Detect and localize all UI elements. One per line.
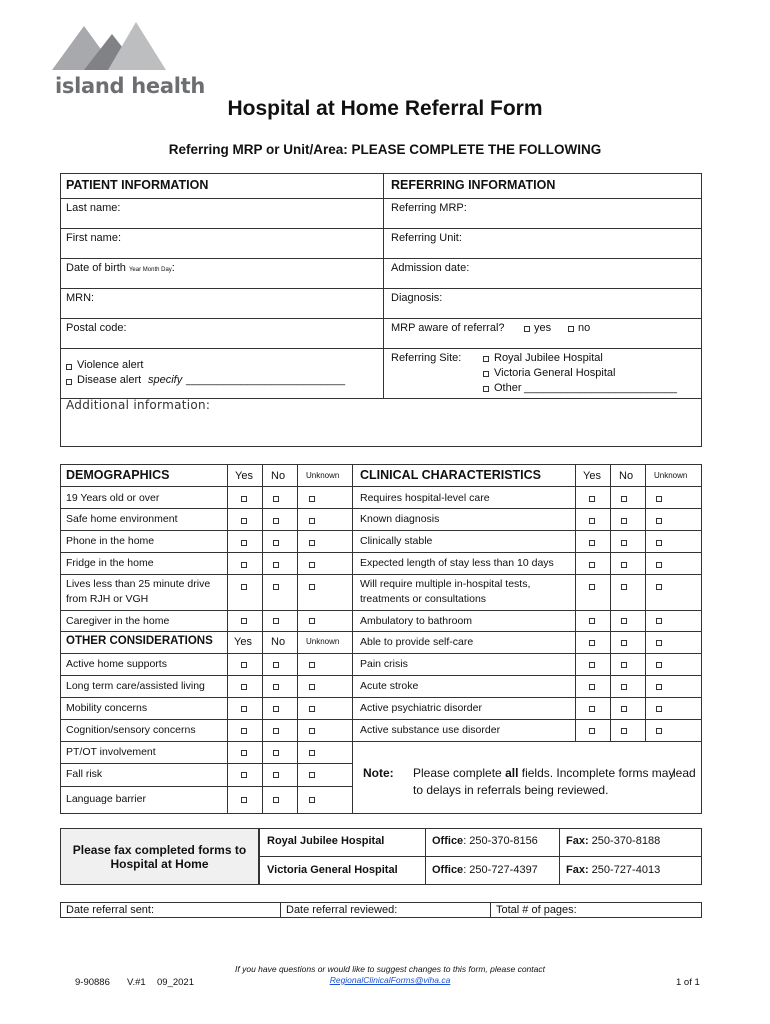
first-name-field[interactable]: First name: (66, 232, 122, 244)
right-grid-checkbox[interactable] (656, 584, 662, 590)
right-grid-checkbox[interactable] (589, 618, 595, 624)
right-grid-checkbox[interactable] (656, 496, 662, 502)
clin-row-tests-2: treatments or consultations (360, 593, 487, 605)
left-grid-checkbox[interactable] (241, 562, 247, 568)
referring-info-header: REFERRING INFORMATION (391, 178, 556, 192)
left-grid-checkbox[interactable] (309, 662, 315, 668)
left-grid-checkbox[interactable] (241, 706, 247, 712)
left-grid-checkbox[interactable] (273, 728, 279, 734)
site-rjh-label: Royal Jubilee Hospital (494, 352, 603, 364)
right-grid-checkbox[interactable] (621, 706, 627, 712)
right-grid-checkbox[interactable] (589, 518, 595, 524)
clinical-col-no: No (619, 470, 634, 482)
additional-info-label: Additional information: (66, 398, 211, 412)
left-grid-checkbox[interactable] (273, 750, 279, 756)
left-grid-checkbox[interactable] (273, 797, 279, 803)
left-grid-checkbox[interactable] (273, 706, 279, 712)
fax-vgh-fax-label: Fax: (566, 864, 589, 876)
date-referral-reviewed-field[interactable]: Date referral reviewed: (286, 904, 398, 916)
site-vgh-label: Victoria General Hospital (494, 367, 616, 379)
note-text (413, 766, 703, 780)
right-grid-checkbox[interactable] (656, 706, 662, 712)
demo-row-caregiver: Caregiver in the home (66, 615, 170, 627)
mrp-aware-label: MRP aware of referral? (391, 322, 505, 334)
left-grid-checkbox[interactable] (309, 518, 315, 524)
right-grid-checkbox[interactable] (656, 728, 662, 734)
left-grid-checkbox[interactable] (273, 540, 279, 546)
clin-row-los: Expected length of stay less than 10 days (360, 557, 554, 569)
right-grid-checkbox[interactable] (656, 562, 662, 568)
violence-alert-label: Violence alert (77, 359, 144, 371)
clin-row-stroke: Acute stroke (360, 680, 419, 692)
fax-vgh-fax-number: 250-727-4013 (588, 864, 661, 876)
demo-row-safe-home: Safe home environment (66, 513, 178, 525)
other-considerations-header: OTHER CONSIDERATIONS (66, 635, 213, 647)
mountain-logo-icon (50, 20, 170, 72)
right-grid-checkbox[interactable] (656, 518, 662, 524)
right-grid-checkbox[interactable] (621, 518, 627, 524)
form-code: 9-90886 (75, 977, 110, 988)
right-grid-checkbox[interactable] (656, 684, 662, 690)
other-col-no: No (271, 636, 286, 648)
other-row-home-supports: Active home supports (66, 658, 167, 670)
left-grid-checkbox[interactable] (241, 540, 247, 546)
form-title: Hospital at Home Referral Form (227, 97, 543, 120)
last-name-field[interactable]: Last name: (66, 202, 121, 214)
left-grid-checkbox[interactable] (309, 750, 315, 756)
mrp-aware-yes-label: yes (534, 322, 552, 334)
island-health-logo (50, 20, 170, 72)
note-text-line2: to delays in referrals being reviewed. (413, 783, 609, 797)
demographics-col-no: No (271, 470, 286, 482)
note-text-lead: lead (673, 766, 696, 780)
right-grid-checkbox[interactable] (589, 562, 595, 568)
left-grid-checkbox[interactable] (273, 518, 279, 524)
demographics-header: DEMOGRAPHICS (66, 468, 170, 482)
left-grid-checkbox[interactable] (309, 728, 315, 734)
form-subtitle: Referring MRP or Unit/Area: PLEASE COMPLETE THE FOLLOWING (168, 142, 602, 157)
diagnosis-field[interactable]: Diagnosis: (391, 292, 443, 304)
note-text-post: fields. Incomplete forms may (518, 766, 675, 780)
left-grid-checkbox[interactable] (241, 772, 247, 778)
note-label: Note: (363, 766, 394, 780)
referring-unit-field[interactable]: Referring Unit: (391, 232, 462, 244)
referring-mrp-field[interactable]: Referring MRP: (391, 202, 467, 214)
right-grid-checkbox[interactable] (589, 584, 595, 590)
right-grid-checkbox[interactable] (656, 618, 662, 624)
right-grid-checkbox[interactable] (621, 584, 627, 590)
form-version: V.#1 (127, 977, 146, 988)
disease-alert-label: Disease alert (77, 374, 142, 386)
clin-row-ambulatory: Ambulatory to bathroom (360, 615, 473, 627)
total-pages-field[interactable]: Total # of pages: (496, 904, 577, 916)
page-number: 1 of 1 (676, 977, 700, 988)
right-grid-checkbox[interactable] (621, 540, 627, 546)
dob-hint: Year Month Day (128, 267, 172, 273)
clin-row-self-care: Able to provide self-care (360, 636, 474, 648)
right-grid-checkbox[interactable] (621, 728, 627, 734)
left-grid-checkbox[interactable] (241, 518, 247, 524)
right-grid-checkbox[interactable] (589, 706, 595, 712)
mrn-field[interactable]: MRN: (66, 292, 95, 304)
left-grid-checkbox[interactable] (273, 496, 279, 502)
fax-vgh-office-number: : 250-727-4397 (463, 864, 538, 876)
right-grid-checkbox[interactable] (621, 562, 627, 568)
site-other-field[interactable]: _________________________ (524, 382, 677, 394)
fax-rjh-fax (566, 835, 660, 847)
right-grid-checkbox[interactable] (589, 496, 595, 502)
other-row-mobility: Mobility concerns (66, 702, 148, 714)
mrp-aware-yes-checkbox[interactable] (524, 326, 530, 332)
other-col-yes: Yes (234, 636, 252, 648)
left-grid-checkbox[interactable] (309, 618, 315, 624)
demographics-col-unknown: Unknown (306, 471, 340, 480)
left-grid-checkbox[interactable] (273, 772, 279, 778)
right-grid-checkbox[interactable] (589, 684, 595, 690)
demo-row-drive-2: from RJH or VGH (66, 593, 149, 605)
violence-alert-checkbox[interactable] (66, 364, 72, 370)
fax-rjh-fax-label: Fax: (566, 835, 589, 847)
clin-row-hospital-level: Requires hospital-level care (360, 492, 490, 504)
clin-row-psych: Active psychiatric disorder (360, 702, 482, 714)
left-grid-checkbox[interactable] (273, 618, 279, 624)
left-grid-checkbox[interactable] (241, 662, 247, 668)
left-grid-checkbox[interactable] (241, 728, 247, 734)
right-grid-checkbox[interactable] (589, 640, 595, 646)
fax-vgh-fax (566, 864, 660, 876)
left-grid-checkbox[interactable] (273, 584, 279, 590)
left-grid-checkbox[interactable] (309, 540, 315, 546)
other-row-language: Language barrier (66, 793, 146, 805)
demo-row-age: 19 Years old or over (66, 492, 160, 504)
left-grid-checkbox[interactable] (241, 584, 247, 590)
clinical-col-unknown: Unknown (654, 471, 688, 480)
right-grid-checkbox[interactable] (621, 684, 627, 690)
footer-email-link[interactable]: RegionalClinicalForms@viha.ca (329, 975, 451, 985)
disease-alert-checkbox[interactable] (66, 379, 72, 385)
fax-vgh-office (432, 864, 538, 876)
dob-field[interactable] (66, 262, 175, 274)
left-grid-checkbox[interactable] (273, 662, 279, 668)
right-grid-checkbox[interactable] (621, 496, 627, 502)
date-referral-sent-field[interactable]: Date referral sent: (66, 904, 155, 916)
left-grid-checkbox[interactable] (309, 706, 315, 712)
fax-rjh-office (432, 835, 538, 847)
fax-vgh-office-label: Office (432, 864, 464, 876)
demo-row-fridge: Fridge in the home (66, 557, 154, 569)
left-grid-checkbox[interactable] (309, 496, 315, 502)
other-row-cognition: Cognition/sensory concerns (66, 724, 196, 736)
clinical-header: CLINICAL CHARACTERISTICS (360, 468, 542, 482)
demographics-col-yes: Yes (235, 470, 253, 482)
clin-row-pain-crisis: Pain crisis (360, 658, 408, 670)
left-grid-checkbox[interactable] (241, 750, 247, 756)
left-grid-checkbox[interactable] (273, 562, 279, 568)
dob-label: Date of birth (66, 262, 126, 274)
right-grid-checkbox[interactable] (656, 540, 662, 546)
mrp-aware-no-label: no (578, 322, 591, 334)
other-row-fall-risk: Fall risk (66, 768, 103, 780)
fax-rjh-fax-number: 250-370-8188 (588, 835, 661, 847)
left-grid-checkbox[interactable] (309, 772, 315, 778)
right-grid-checkbox[interactable] (589, 662, 595, 668)
left-grid-checkbox[interactable] (241, 684, 247, 690)
right-grid-checkbox[interactable] (656, 662, 662, 668)
site-other-label: Other (494, 382, 522, 394)
mrp-aware-no-checkbox[interactable] (568, 326, 574, 332)
fax-rjh-office-label: Office (432, 835, 464, 847)
clin-row-tests-1: Will require multiple in-hospital tests, (360, 578, 531, 590)
left-grid-checkbox[interactable] (309, 797, 315, 803)
site-other-checkbox[interactable] (483, 386, 489, 392)
fax-rjh-office-number: : 250-370-8156 (463, 835, 538, 847)
note-text-bold: all (505, 766, 519, 780)
left-grid-checkbox[interactable] (273, 684, 279, 690)
note-text-pre: Please complete (413, 766, 506, 780)
left-grid-checkbox[interactable] (241, 496, 247, 502)
left-grid-checkbox[interactable] (309, 684, 315, 690)
other-row-ltc: Long term care/assisted living (66, 680, 205, 692)
disease-specify-field[interactable]: __________________________ (186, 374, 346, 386)
disease-specify-label: specify (148, 374, 183, 386)
fax-rjh-site: Royal Jubilee Hospital (267, 835, 385, 847)
left-grid-checkbox[interactable] (309, 562, 315, 568)
admission-date-field[interactable]: Admission date: (391, 262, 470, 274)
demo-row-drive-1: Lives less than 25 minute drive (66, 578, 211, 590)
referring-site-label: Referring Site: (391, 352, 462, 364)
fax-vgh-site: Victoria General Hospital (267, 864, 398, 876)
clin-row-known-dx: Known diagnosis (360, 513, 440, 525)
fax-instruction-1: Please fax completed forms to (72, 843, 247, 857)
patient-info-header: PATIENT INFORMATION (66, 178, 209, 192)
right-grid-checkbox[interactable] (621, 662, 627, 668)
clinical-col-yes: Yes (583, 470, 601, 482)
other-col-unknown: Unknown (306, 637, 340, 646)
left-grid-checkbox[interactable] (309, 584, 315, 590)
right-grid-checkbox[interactable] (656, 640, 662, 646)
footer-contact-text: If you have questions or would like to suggest changes to this form, please contact (235, 964, 545, 974)
right-grid-checkbox[interactable] (621, 618, 627, 624)
form-date: 09_2021 (157, 977, 194, 988)
fax-instruction-2: Hospital at Home (110, 857, 209, 871)
left-grid-checkbox[interactable] (241, 618, 247, 624)
site-vgh-checkbox[interactable] (483, 371, 489, 377)
left-grid-checkbox[interactable] (241, 797, 247, 803)
logo-wordmark: island health (55, 74, 206, 98)
demo-row-phone: Phone in the home (66, 535, 155, 547)
right-grid-checkbox[interactable] (589, 540, 595, 546)
right-grid-checkbox[interactable] (621, 640, 627, 646)
site-rjh-checkbox[interactable] (483, 356, 489, 362)
other-row-ptot: PT/OT involvement (66, 746, 156, 758)
right-grid-checkbox[interactable] (589, 728, 595, 734)
clin-row-stable: Clinically stable (360, 535, 433, 547)
clin-row-substance: Active substance use disorder (360, 724, 501, 736)
postal-code-field[interactable]: Postal code: (66, 322, 127, 334)
dob-colon: : (171, 262, 175, 274)
